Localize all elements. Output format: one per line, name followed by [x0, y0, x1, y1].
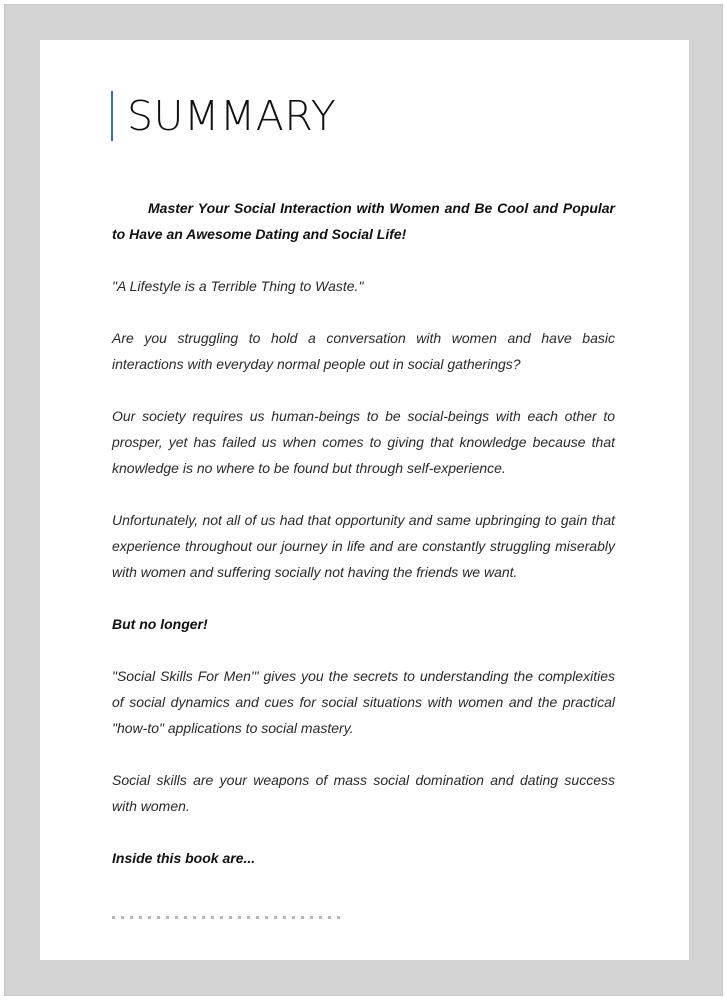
heading-block	[111, 90, 336, 142]
quote-paragraph: "A Lifestyle is a Terrible Thing to Waste."	[112, 278, 364, 294]
body-paragraph: Are you struggling to hold a conversation with women and have basic interactions with everyday normal people out in social gatherings?	[112, 330, 615, 372]
truncated-text-line	[112, 916, 342, 919]
body-paragraph: Unfortunately, not all of us had that opportunity and same upbringing to gain that experience throughout our journey in life and are constantly struggling miserably with women and suffering socially not having the friends we want.	[112, 512, 615, 580]
body-paragraph: Our society requires us human-beings to be social-beings with each other to prosper, yet has failed us when comes to giving that knowledge because that knowledge is no where to be found but through self-experience.	[112, 408, 615, 476]
emphasis-paragraph: But no longer!	[112, 616, 208, 632]
tagline-paragraph: Master Your Social Interaction with Women and Be Cool and Popular to Have an Awesome Dating and Social Life!	[112, 200, 615, 242]
body-paragraph: Social skills are your weapons of mass social domination and dating success with women.	[112, 772, 615, 814]
section-lead-paragraph: Inside this book are...	[112, 850, 256, 866]
body-paragraph: "Social Skills For Men'" gives you the secrets to understanding the complexities of social dynamics and cues for social situations with women and the practical "how-to" applications to social mastery.	[112, 668, 615, 736]
heading-accent-bar	[111, 91, 113, 141]
summary-body	[112, 195, 615, 897]
page-title: SUMMARY	[127, 92, 337, 140]
document-page	[40, 40, 689, 960]
